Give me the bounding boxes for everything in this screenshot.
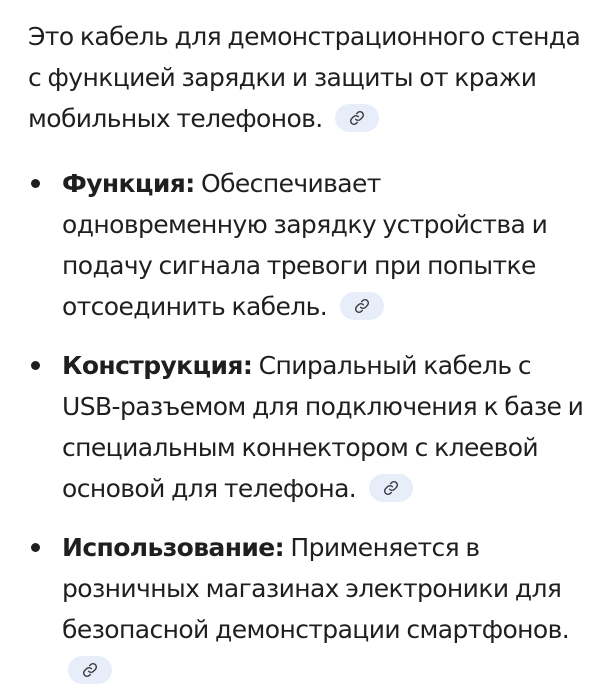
list-item bbox=[28, 345, 590, 509]
bullet-text: Применяется в розничных магазинах электроники для безопасной демонстрации смартфонов. bbox=[62, 533, 570, 644]
source-link-chip[interactable] bbox=[369, 474, 413, 502]
link-icon bbox=[383, 480, 399, 496]
source-link-chip[interactable] bbox=[335, 104, 379, 132]
source-link-chip[interactable] bbox=[340, 292, 384, 320]
link-icon bbox=[354, 298, 370, 314]
list-item bbox=[28, 527, 590, 691]
bullet-dot bbox=[31, 543, 40, 552]
bullet-list bbox=[28, 163, 590, 691]
bullet-term: Функция: bbox=[62, 169, 195, 198]
bullet-dot bbox=[31, 179, 40, 188]
list-item bbox=[28, 163, 590, 327]
bullet-text: Обеспечивает одновременную зарядку устройства и подачу сигнала тревоги при попытке отсоединить кабель. bbox=[62, 169, 548, 321]
intro-text: Это кабель для демонстрационного стенда с функцией зарядки и защиты от кражи мобильных телефонов. bbox=[28, 22, 581, 133]
bullet-term: Конструкция: bbox=[62, 351, 253, 380]
bullet-dot bbox=[31, 361, 40, 370]
bullet-term: Использование: bbox=[62, 533, 285, 562]
link-icon bbox=[82, 662, 98, 678]
intro-paragraph bbox=[28, 16, 590, 139]
link-icon bbox=[349, 110, 365, 126]
source-link-chip[interactable] bbox=[68, 656, 112, 684]
bullet-text: Спиральный кабель с USB-разъемом для подключения к базе и специальным коннектором с клеевой основой для телефона. bbox=[62, 351, 584, 503]
